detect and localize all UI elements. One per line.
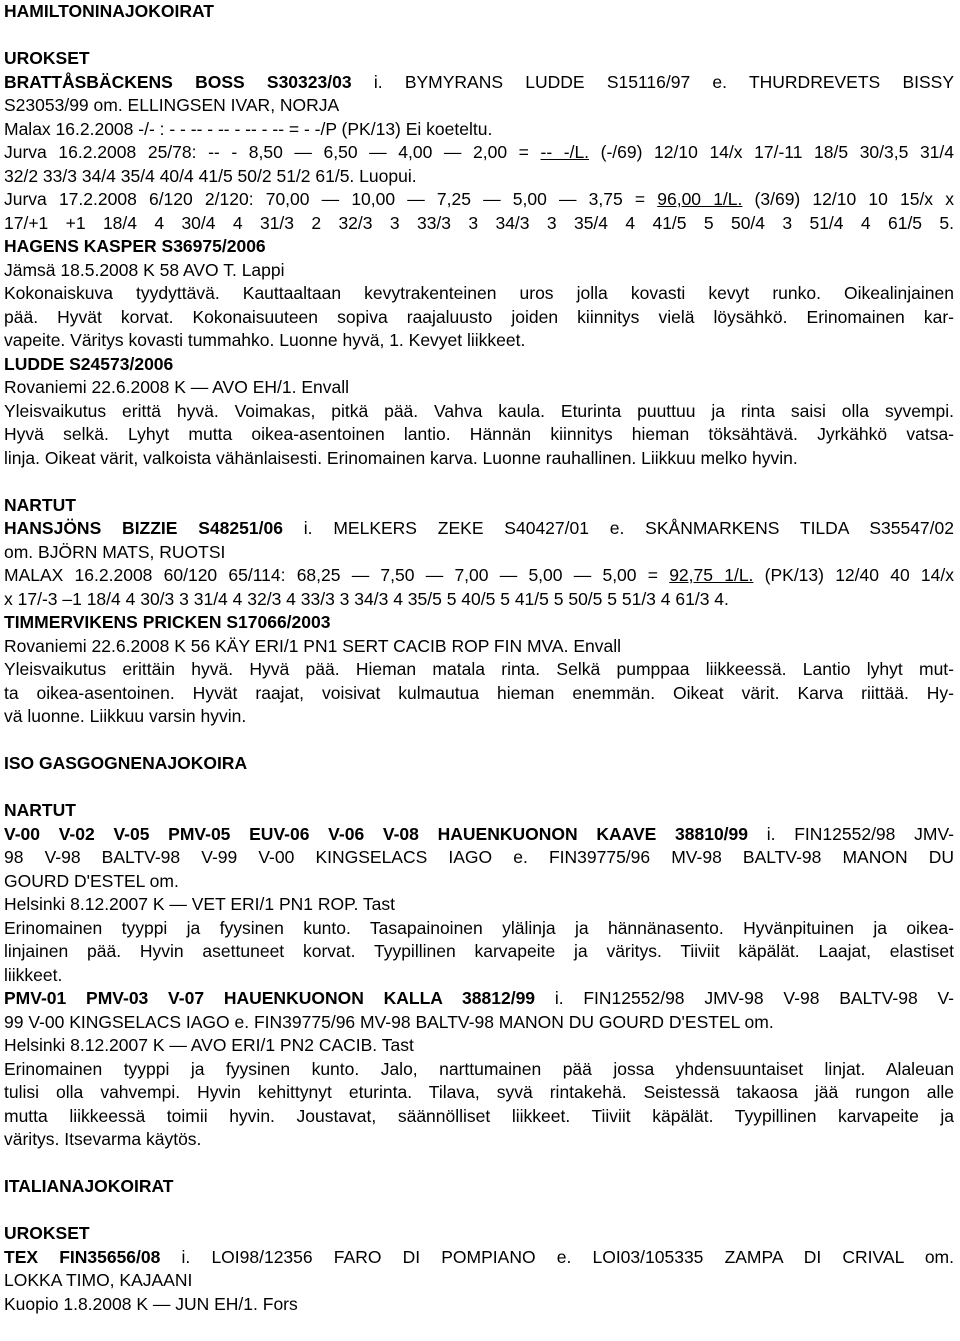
dog-name: PMV-01 PMV-03 V-07 HAUENKUONON KALLA 38812/99 bbox=[4, 988, 536, 1008]
trial-text: Jurva 16.2.2008 25/78: -- - 8,50 — 6,50 — 4,00 — 2,00 = bbox=[4, 142, 541, 162]
section-title-hamilton: HAMILTONINAJOKOIRAT bbox=[4, 1, 214, 21]
trial-result: x 17/-3 –1 18/4 4 30/3 3 31/4 4 32/3 4 33/3 3 34/3 4 35/5 5 40/5 5 41/5 5 50/5 5 51/3 4 61/3 4. bbox=[4, 588, 729, 609]
trial-text: (-/69) 12/10 14/x 17/-11 18/5 30/3,5 31/4 bbox=[589, 142, 954, 162]
pedigree-line: om. BJÖRN MATS, RUOTSI bbox=[4, 541, 226, 562]
pedigree-text: BYMYRANS LUDDE S15116/97 e. THURDREVETS BISSY bbox=[404, 71, 954, 92]
dog-header-line bbox=[4, 987, 954, 1011]
pedigree-text: i. LOI98/12356 FARO DI POMPIANO e. LOI03/105335 ZAMPA DI CRIVAL om. bbox=[160, 1246, 954, 1267]
trial-result: Malax 16.2.2008 -/- : - - -- - -- - -- - -- = - -/P (PK/13) Ei koeteltu. bbox=[4, 118, 493, 139]
dog-header-line bbox=[4, 517, 954, 541]
trial-result: 17/+1 +1 18/4 4 30/4 4 31/3 2 32/3 3 33/3 3 34/3 3 35/4 4 41/5 5 50/4 3 51/4 4 61/5 5. bbox=[4, 212, 954, 233]
pedigree-text: i. FIN12552/98 JMV- bbox=[748, 823, 954, 844]
dog-entry-ludde bbox=[4, 353, 954, 471]
critique-line: pää. Hyvät korvat. Kokonaisuuteen sopiva raajaluusto joiden kiinnitys vielä löysähkö. Erinomainen kar- bbox=[4, 306, 954, 327]
dog-entry-pricken bbox=[4, 611, 954, 729]
critique-line: Erinomainen tyyppi ja fyysinen kunto. Tasapainoinen ylälinja ja hännänasento. Hyvänpituinen ja oikea- bbox=[4, 917, 954, 938]
dog-name: TEX FIN35656/08 bbox=[4, 1246, 161, 1267]
dog-header-line bbox=[4, 71, 954, 95]
dog-entry-kalla bbox=[4, 987, 954, 1152]
males-heading: UROKSET bbox=[4, 1223, 90, 1243]
dog-name: LUDDE S24573/2006 bbox=[4, 353, 174, 374]
critique-line: Yleisvaikutus erittäin hyvä. Hyvä pää. Hieman matala rinta. Selkä pumppaa liikkeessä. Lantio lyhyt mut- bbox=[4, 659, 954, 679]
dog-name: HANSJÖNS BIZZIE S48251/06 bbox=[4, 518, 283, 538]
critique-line: väritys. Itsevarma käytös. bbox=[4, 1129, 202, 1149]
trial-result: 32/2 33/3 34/4 35/4 40/4 41/5 50/2 51/2 61/5. Luopui. bbox=[4, 165, 417, 186]
trial-text: (3/69) 12/10 10 15/x x bbox=[742, 189, 954, 209]
spacer bbox=[4, 776, 954, 800]
dog-entry-kaave bbox=[4, 823, 954, 988]
pedigree-line: 99 V-00 KINGSELACS IAGO e. FIN39775/96 MV-98 BALTV-98 MANON DU GOURD D'ESTEL om. bbox=[4, 1011, 774, 1032]
spacer bbox=[4, 729, 954, 753]
critique-line: liikkeet. bbox=[4, 964, 63, 985]
show-result: Rovaniemi 22.6.2008 K — AVO EH/1. Envall bbox=[4, 377, 349, 397]
critique-line: ta oikea-asentoinen. Hyvät raajat, voisivat kulmautua hieman enemmän. Oikeat värit. Karva riittää. Hy- bbox=[4, 682, 954, 703]
critique-line: Yleisvaikutus erittä hyvä. Voimakas, pitkä pää. Vahva kaula. Eturinta puuttuu ja rinta saisi olla syvempi. bbox=[4, 400, 954, 421]
dog-entry-bizzie bbox=[4, 517, 954, 611]
trial-text: MALAX 16.2.2008 60/120 65/114: 68,25 — 7,50 — 7,00 — 5,00 — 5,00 = bbox=[4, 565, 670, 585]
females-heading: NARTUT bbox=[4, 494, 76, 515]
dog-name: TIMMERVIKENS PRICKEN S17066/2003 bbox=[4, 612, 331, 632]
show-result: Helsinki 8.12.2007 K — VET ERI/1 PN1 ROP. Tast bbox=[4, 894, 396, 914]
trial-score: -- -/L. bbox=[540, 142, 590, 162]
critique-line: vapeite. Väritys kovasti tummahko. Luonne hyvä, 1. Kevyet liikkeet. bbox=[4, 330, 526, 350]
dog-name: BRATTÅSBÄCKENS BOSS S30323/03 bbox=[4, 71, 352, 92]
show-result: Jämsä 18.5.2008 K 58 AVO T. Lappi bbox=[4, 259, 285, 280]
section-title-gascogne: ISO GASGOGNENAJOKOIRA bbox=[4, 753, 248, 773]
critique-line: Erinomainen tyyppi ja fyysinen kunto. Jalo, narttumainen pää jossa yhdensuuntaiset linjat. Alaleuan bbox=[4, 1058, 954, 1079]
show-result: Helsinki 8.12.2007 K — AVO ERI/1 PN2 CACIB. Tast bbox=[4, 1035, 414, 1055]
show-result: Kuopio 1.8.2008 K — JUN EH/1. Fors bbox=[4, 1293, 298, 1314]
critique-line: tulisi olla vahvempi. Hyvin kehittynyt eturinta. Tilava, syvä rintakehä. Seistessä takaosa jää rungon alle bbox=[4, 1082, 954, 1102]
sire-prefix: i. bbox=[373, 71, 383, 92]
critique-line: linja. Oikeat värit, valkoista vähänlaisesti. Erinomainen karva. Luonne rauhallinen. Liikkuu melko hyvin. bbox=[4, 447, 798, 468]
pedigree-text: i. MELKERS ZEKE S40427/01 e. SKÅNMARKENS TILDA S35547/02 bbox=[282, 518, 954, 538]
pedigree-line: GOURD D'ESTEL om. bbox=[4, 870, 179, 891]
dog-entry-kasper bbox=[4, 235, 954, 353]
dog-name: V-00 V-02 V-05 PMV-05 EUV-06 V-06 V-08 HAUENKUONON KAAVE 38810/99 bbox=[4, 823, 749, 844]
trial-result bbox=[4, 564, 954, 588]
spacer bbox=[4, 470, 954, 494]
section-title-italian: ITALIANAJOKOIRAT bbox=[4, 1176, 174, 1196]
dog-header-line bbox=[4, 1246, 954, 1270]
females-heading: NARTUT bbox=[4, 800, 76, 820]
pedigree-text: i. FIN12552/98 JMV-98 V-98 BALTV-98 V- bbox=[535, 988, 954, 1008]
pedigree-line: LOKKA TIMO, KAJAANI bbox=[4, 1270, 193, 1290]
dog-header-line bbox=[4, 823, 954, 847]
trial-text: (PK/13) 12/40 40 14/x bbox=[753, 565, 954, 585]
show-result: Rovaniemi 22.6.2008 K 56 KÄY ERI/1 PN1 SERT CACIB ROP FIN MVA. Envall bbox=[4, 635, 621, 656]
critique-line: mutta liikkeessä toimii hyvin. Joustavat, säännölliset liikkeet. Tiiviit käpälät. Tyypillinen karvapeite ja bbox=[4, 1105, 954, 1126]
trial-score: 92,75 1/L. bbox=[669, 565, 754, 585]
pedigree-line: 98 V-98 BALTV-98 V-99 V-00 KINGSELACS IAGO e. FIN39775/96 MV-98 BALTV-98 MANON DU bbox=[4, 847, 954, 867]
critique-line: Hyvä selkä. Lyhyt mutta oikea-asentoinen lantio. Hännän kiinnitys hieman töksähtävä. Jyrkähkö vatsa- bbox=[4, 424, 954, 444]
critique-line: linjainen pää. Hyvin asettuneet korvat. Tyypillinen karvapeite ja väritys. Tiiviit käpälät. Laajat, elastiset bbox=[4, 941, 954, 961]
pedigree-line: S23053/99 om. ELLINGSEN IVAR, NORJA bbox=[4, 95, 340, 115]
critique-line: Kokonaiskuva tyydyttävä. Kauttaaltaan kevytrakenteinen uros jolla kovasti kevyt runko. Oikealinjainen bbox=[4, 283, 954, 303]
trial-score: 96,00 1/L. bbox=[657, 189, 743, 209]
trial-result bbox=[4, 188, 954, 212]
spacer bbox=[4, 1199, 954, 1223]
trial-text: Jurva 17.2.2008 6/120 2/120: 70,00 — 10,00 — 7,25 — 5,00 — 3,75 = bbox=[4, 189, 658, 209]
spacer bbox=[4, 1152, 954, 1176]
dog-entry-tex bbox=[4, 1246, 954, 1317]
trial-result bbox=[4, 141, 954, 165]
critique-line: vä luonne. Liikkuu varsin hyvin. bbox=[4, 706, 247, 726]
spacer bbox=[4, 24, 954, 48]
dog-name: HAGENS KASPER S36975/2006 bbox=[4, 236, 266, 256]
males-heading: UROKSET bbox=[4, 48, 90, 68]
dog-entry-boss bbox=[4, 71, 954, 236]
